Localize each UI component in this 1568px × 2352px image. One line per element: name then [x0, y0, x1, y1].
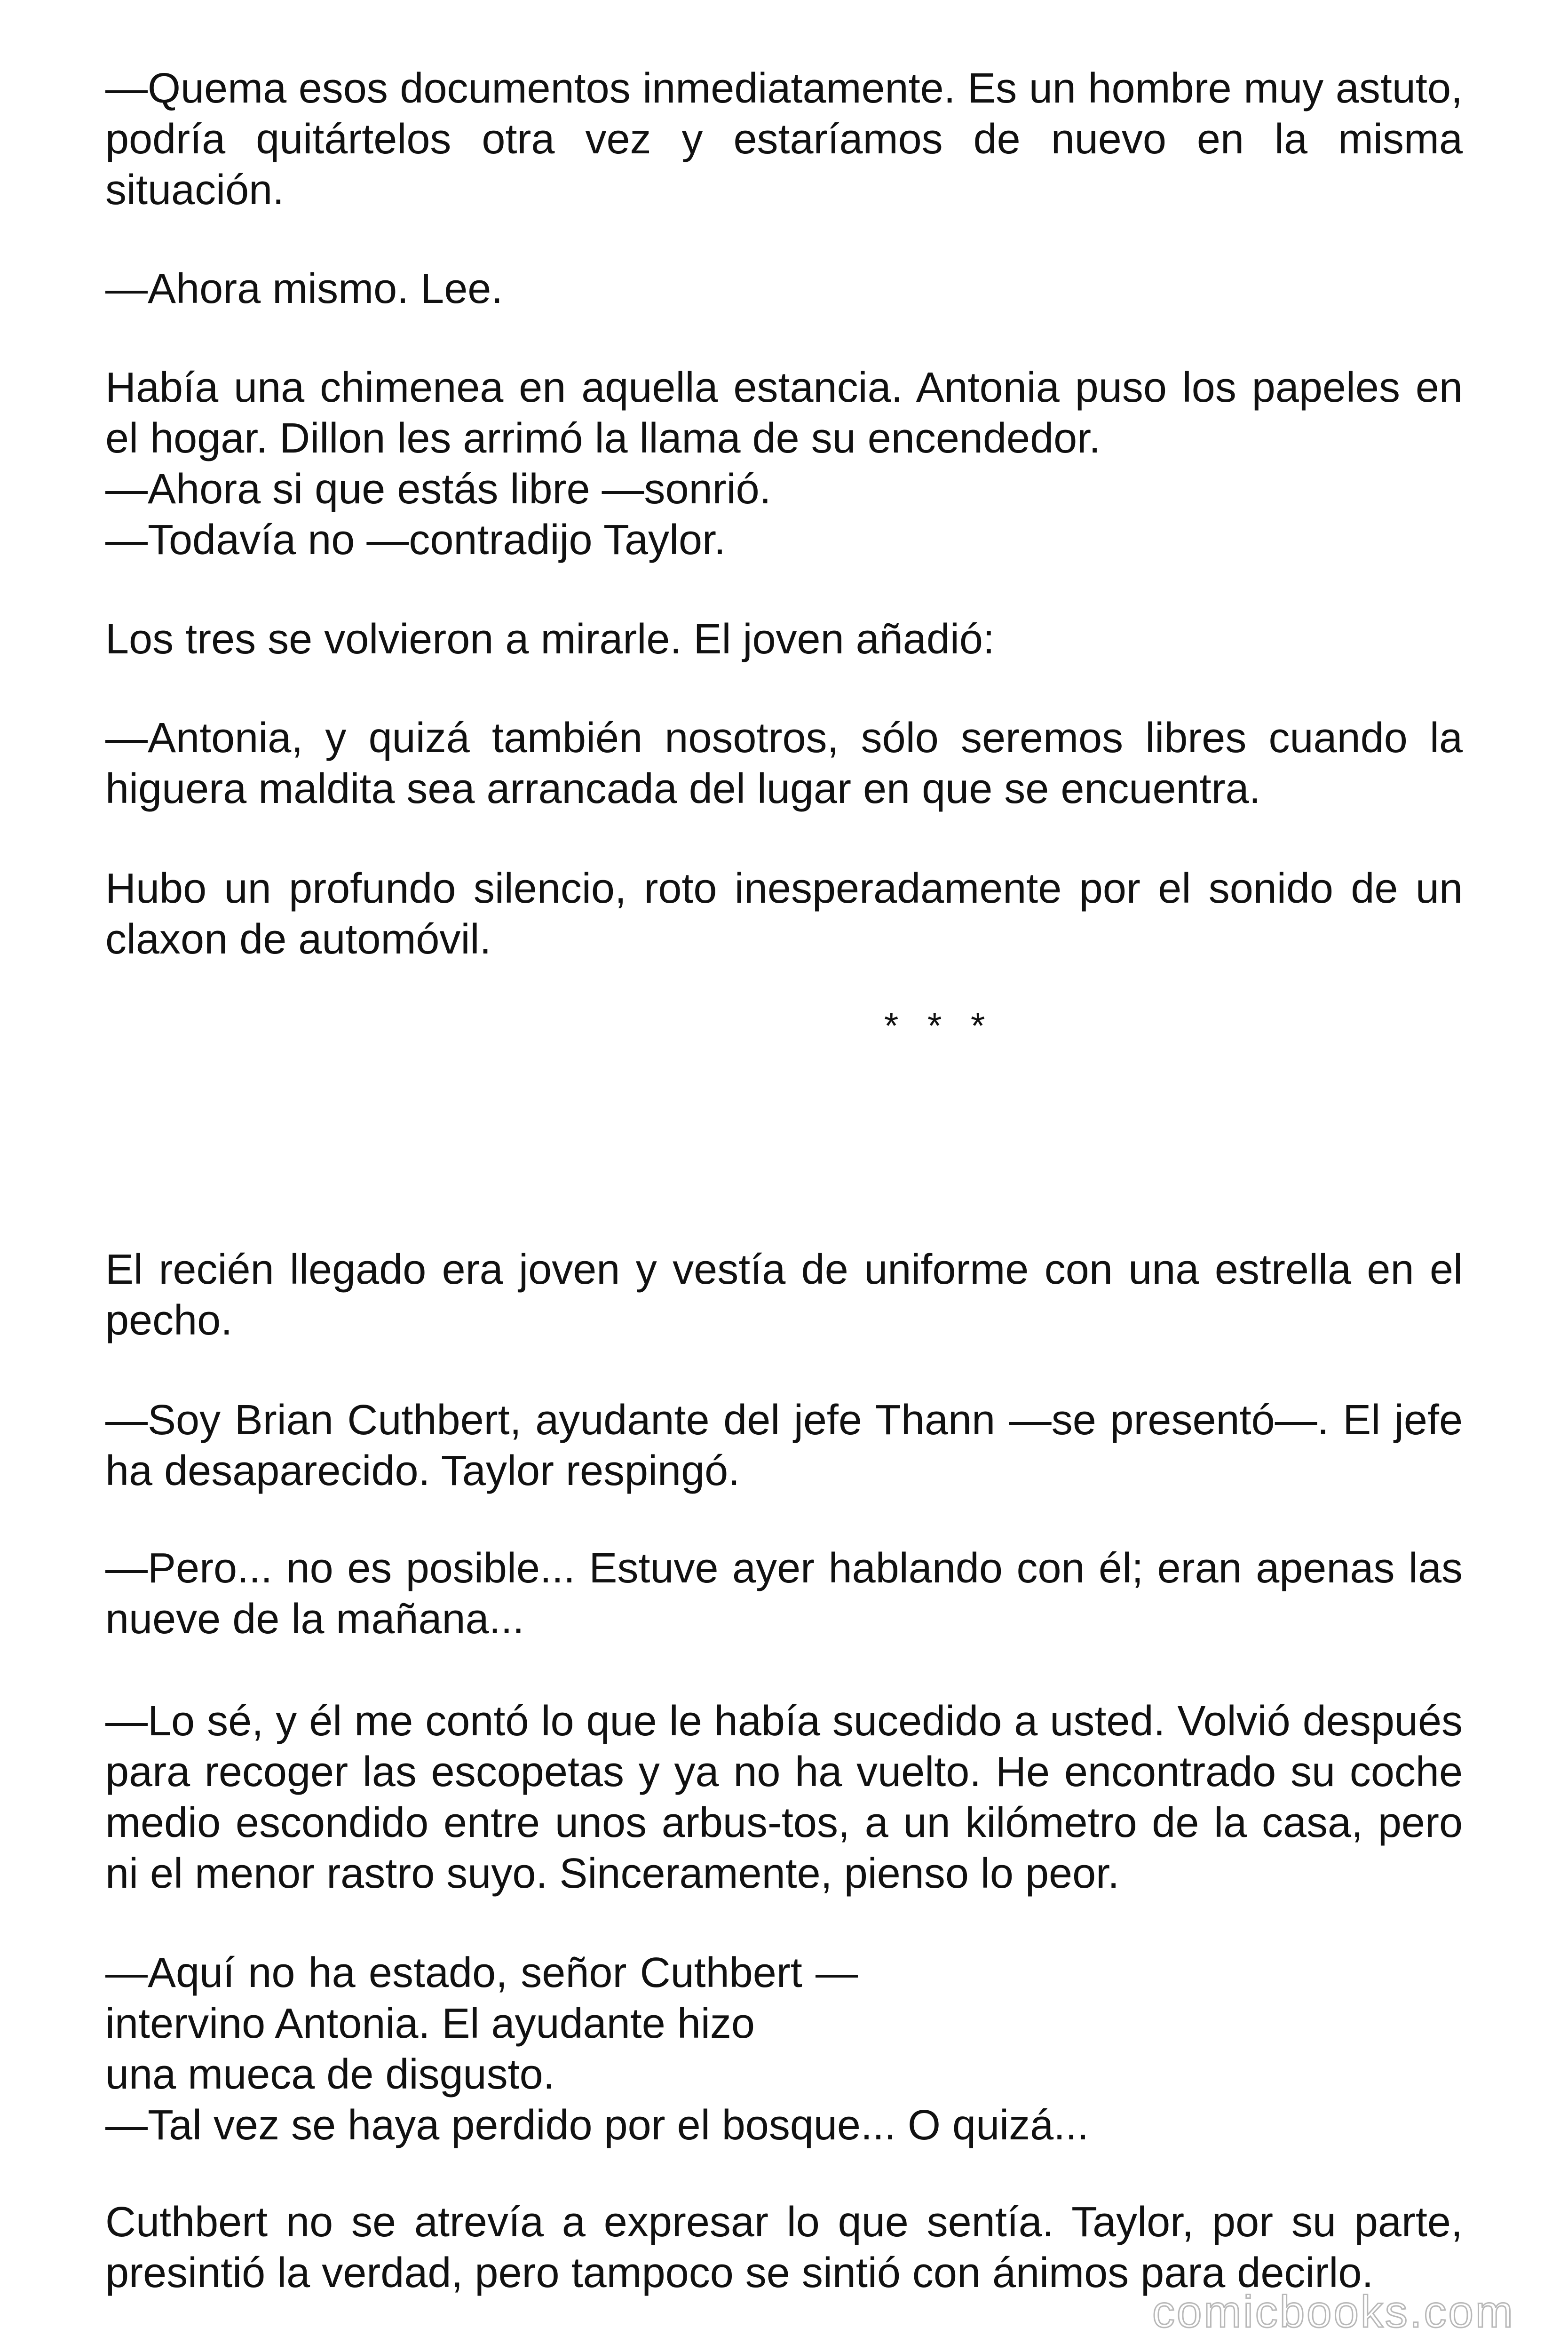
dillon-smile-line: —Ahora si que estás libre —sonrió.: [105, 466, 771, 513]
grimace-line: una mueca de disgusto.: [105, 2051, 555, 2098]
paragraph-not-here: [105, 1947, 1463, 2151]
watermark-text: comicbooks.com: [1152, 2287, 1515, 2337]
paragraph-burn-documents: —Quema esos documentos inmediatamente. Es un hombre muy astuto, podría quitártelos otra vez y estaríamos de nuevo en la misma situación.: [105, 65, 1463, 214]
paragraph-fireplace: [105, 362, 1463, 565]
taylor-contradicts-line: —Todavía no —contradijo Taylor.: [105, 516, 726, 564]
paragraph-car-found: —Lo sé, y él me contó lo que le había sucedido a usted. Volvió después para recoger las escopetas y ya no ha vuelto. He encontrado su coche medio escondido entre unos arbus-tos, a un kilómetro de la casa, pero ni el menor rastro suyo. Sinceramente, pienso lo peor.: [105, 1698, 1463, 1897]
fireplace-line: Había una chimenea en aquella estancia. Antonia puso los papeles en el hogar. Dillon les arrimó la llama de su encendedor.: [105, 364, 1463, 462]
section-separator: * * *: [884, 1005, 995, 1046]
paragraph-fig-tree: —Antonia, y quizá también nosotros, sólo seremos libres cuando la higuera maldita sea arrancada del lugar en que se encuentra.: [105, 715, 1463, 812]
paragraph-cuthbert-hesitates: Cuthbert no se atrevía a expresar lo que sentía. Taylor, por su parte, presintió la verdad, pero tampoco se sintió con ánimos para decirlo.: [105, 2199, 1463, 2296]
not-here-line: —Aquí no ha estado, señor Cuthbert —intervino Antonia. El ayudante hizo: [105, 1949, 858, 2047]
paragraph-not-possible: —Pero... no es posible... Estuve ayer hablando con él; eran apenas las nueve de la mañana...: [105, 1545, 1463, 1643]
paragraph-brian-cuthbert: —Soy Brian Cuthbert, ayudante del jefe Thann —se presentó—. El jefe ha desaparecido. Taylor respingó.: [105, 1397, 1463, 1494]
lost-in-forest-line: —Tal vez se haya perdido por el bosque... O quizá...: [105, 2102, 1089, 2149]
paragraph-newcomer: El recién llegado era joven y vestía de uniforme con una estrella en el pecho.: [105, 1246, 1463, 1344]
paragraph-silence: Hubo un profundo silencio, roto inesperadamente por el sonido de un claxon de automóvil.: [105, 865, 1463, 963]
paragraph-three-look: Los tres se volvieron a mirarle. El joven añadió:: [105, 616, 995, 663]
paragraph-right-now: —Ahora mismo. Lee.: [105, 265, 503, 312]
